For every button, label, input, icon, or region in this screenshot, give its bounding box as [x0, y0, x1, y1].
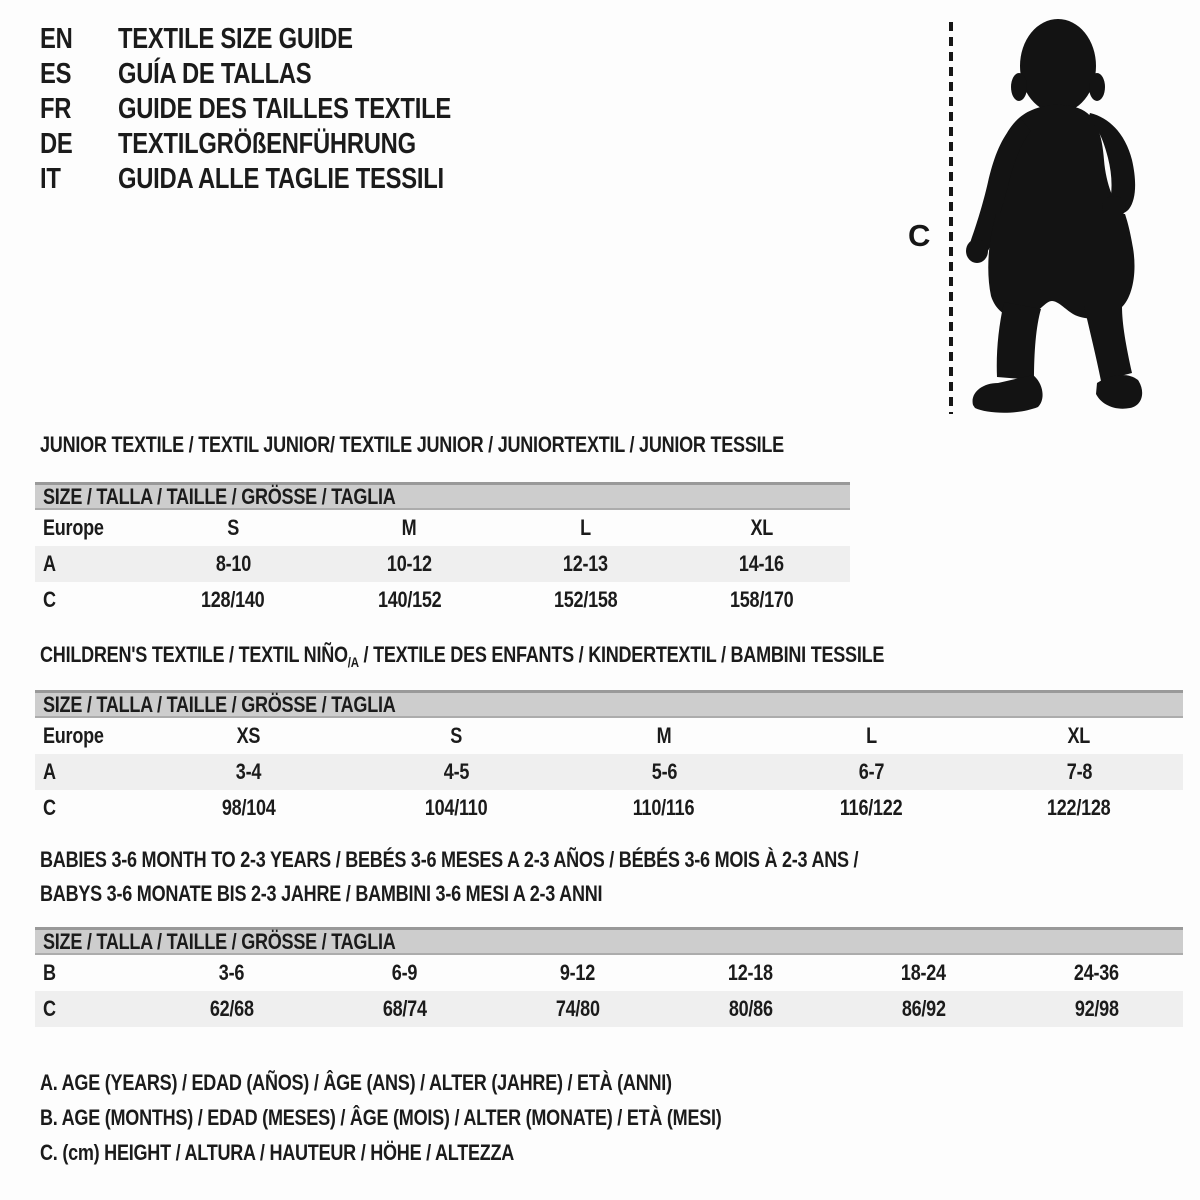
legend-line-b: B. AGE (MONTHS) / EDAD (MESES) / ÂGE (MOIS) / ALTER (MONATE) / ETÀ (MESI)	[40, 1105, 722, 1130]
language-code: DE	[40, 128, 73, 160]
ear-left	[1011, 73, 1027, 101]
age-cell: 3-4	[236, 759, 262, 784]
toddler-silhouette-icon	[966, 19, 1142, 413]
height-cell: 92/98	[1074, 996, 1119, 1021]
size-header-label: SIZE / TALLA / TAILLE / GRÖSSE / TAGLIA	[43, 483, 396, 509]
legend-line-c: C. (cm) HEIGHT / ALTURA / HAUTEUR / HÖHE / ALTEZZA	[40, 1140, 515, 1165]
legend-line-a: A. AGE (YEARS) / EDAD (AÑOS) / ÂGE (ANS) / ALTER (JAHRE) / ETÀ (ANNI)	[40, 1070, 672, 1095]
babies-size-table	[35, 927, 1183, 1027]
months-cell: 18-24	[901, 960, 946, 985]
row-label: A	[43, 759, 56, 784]
language-code: IT	[40, 163, 61, 195]
language-code: ES	[40, 58, 72, 90]
row-label: C	[43, 587, 56, 612]
table-row-europe	[35, 718, 1183, 754]
head	[1020, 19, 1096, 113]
babies-section-title-line2: BABYS 3-6 MONATE BIS 2-3 JAHRE / BAMBINI 3-6 MESI A 2-3 ANNI	[40, 881, 603, 906]
table-row-age-months	[35, 955, 1183, 991]
leg-left	[997, 302, 1041, 380]
table-row-europe	[35, 510, 850, 546]
size-header-band	[35, 927, 1183, 955]
height-cell: 158/170	[730, 587, 794, 612]
ear-right	[1089, 73, 1105, 101]
height-cell: 152/158	[553, 587, 618, 612]
size-cell: S	[227, 515, 240, 540]
baby-figure	[900, 14, 1145, 420]
months-cell: 12-18	[728, 960, 773, 985]
age-cell: 14-16	[739, 551, 785, 576]
language-title: TEXTILGRÖßENFÜHRUNG	[118, 128, 416, 160]
language-row-de	[40, 127, 524, 162]
age-cell: 7-8	[1066, 759, 1092, 784]
age-cell: 6-7	[858, 759, 885, 784]
size-cell: L	[580, 515, 592, 540]
size-cell: XL	[750, 515, 774, 540]
height-cell: 122/128	[1047, 795, 1111, 820]
height-cell: 110/116	[633, 795, 695, 820]
height-cell: 62/68	[209, 996, 254, 1021]
hand-left	[966, 239, 988, 263]
babies-section-title-line1: BABIES 3-6 MONTH TO 2-3 YEARS / BEBÉS 3-6 MESES A 2-3 AÑOS / BÉBÉS 3-6 MOIS À 2-3 ANS /	[40, 847, 859, 872]
months-cell: 24-36	[1074, 960, 1119, 985]
language-title: TEXTILE SIZE GUIDE	[118, 23, 353, 55]
row-label: A	[43, 551, 56, 576]
height-cell: 68/74	[382, 996, 427, 1021]
height-cell: 74/80	[555, 996, 600, 1021]
months-cell: 3-6	[218, 960, 245, 985]
height-cell: 98/104	[221, 795, 276, 820]
height-measure-label: C	[908, 218, 931, 253]
language-title: GUÍA DE TALLAS	[118, 58, 312, 90]
size-cell: M	[401, 515, 417, 540]
row-label: Europe	[43, 515, 104, 540]
language-title: GUIDA ALLE TAGLIE TESSILI	[118, 163, 444, 195]
language-title-list	[40, 22, 524, 197]
age-cell: 4-5	[443, 759, 470, 784]
age-cell: 12-13	[563, 551, 609, 576]
size-cell: M	[656, 723, 672, 748]
language-code: FR	[40, 93, 72, 125]
language-title: GUIDE DES TAILLES TEXTILE	[118, 93, 451, 125]
nino-a-subscript: /A	[347, 654, 359, 670]
size-header-band	[35, 690, 1183, 718]
language-row-it	[40, 162, 524, 197]
children-section-title: CHILDREN'S TEXTILE / TEXTIL $NIÑO_{/A}$ / TEXTILE DES ENFANTS / KINDERTEXTIL / BAMBINI TESSILE	[40, 642, 885, 670]
size-header-label: SIZE / TALLA / TAILLE / GRÖSSE / TAGLIA	[43, 928, 396, 954]
shorts	[988, 214, 1134, 319]
row-label: C	[43, 996, 56, 1021]
row-label: Europe	[43, 723, 104, 748]
junior-section-title: JUNIOR TEXTILE / TEXTIL JUNIOR/ TEXTILE JUNIOR / JUNIORTEXTIL / JUNIOR TESSILE	[40, 432, 784, 457]
table-row-height	[35, 790, 1183, 826]
language-row-es	[40, 57, 524, 92]
row-label: C	[43, 795, 56, 820]
row-label: B	[43, 960, 56, 985]
table-row-height	[35, 991, 1183, 1027]
months-cell: 9-12	[559, 960, 596, 985]
size-header-label: SIZE / TALLA / TAILLE / GRÖSSE / TAGLIA	[43, 691, 396, 717]
height-cell: 128/140	[201, 587, 265, 612]
height-cell: 80/86	[728, 996, 773, 1021]
size-cell: XL	[1067, 723, 1091, 748]
table-row-height	[35, 582, 850, 618]
size-header-band	[35, 482, 850, 510]
leg-right	[1084, 306, 1132, 381]
height-cell: 104/110	[425, 795, 488, 820]
foot-left	[973, 375, 1043, 413]
height-cell: 86/92	[901, 996, 946, 1021]
age-cell: 10-12	[386, 551, 432, 576]
age-cell: 5-6	[651, 759, 677, 784]
size-cell: L	[866, 723, 877, 748]
language-row-fr	[40, 92, 524, 127]
foot-right	[1096, 375, 1142, 409]
size-cell: XS	[237, 723, 261, 748]
language-code: EN	[40, 23, 73, 55]
language-row-en	[40, 22, 524, 57]
size-cell: S	[450, 723, 463, 748]
junior-size-table	[35, 482, 850, 618]
table-row-age	[35, 546, 850, 582]
height-cell: 116/122	[840, 795, 903, 820]
months-cell: 6-9	[391, 960, 418, 985]
table-row-age	[35, 754, 1183, 790]
age-cell: 8-10	[215, 551, 251, 576]
children-size-table	[35, 690, 1183, 826]
height-cell: 140/152	[377, 587, 442, 612]
